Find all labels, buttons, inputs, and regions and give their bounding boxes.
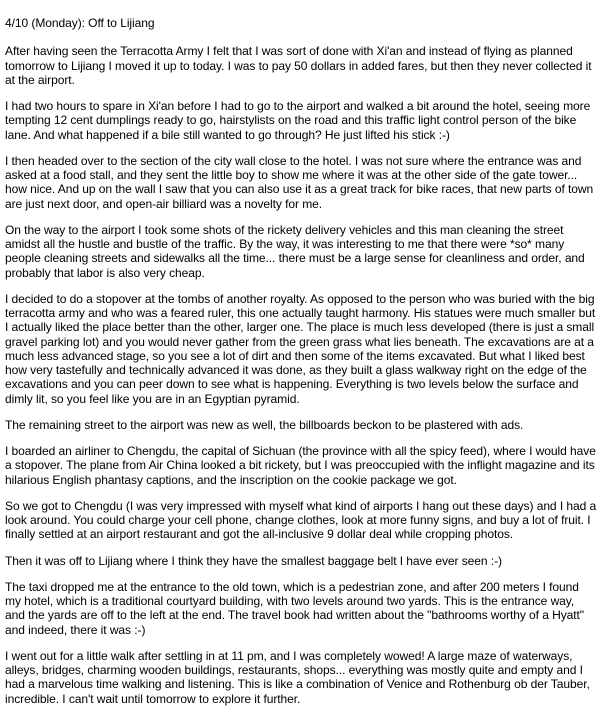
paragraph-baggage-belt: Then it was off to Lijiang where I think they have the smallest baggage belt I have ever seen :-) <box>5 553 502 568</box>
paragraph-flight-to-chengdu: I boarded an airliner to Chengdu, the capital of Sichuan (the province with all the spicy feed), where I would have a stopover. The plane from Air China looked a bit rickety, but I was preoccupied with the inflight magazine and its hilarious English phantasy captions, and the inscription on the cookie package we got. <box>5 444 596 487</box>
paragraph-night-walk: I went out for a little walk after settling in at 11 pm, and I was completely wowed! A large maze of waterways, alleys, bridges, charming wooden buildings, restaurants, shops... everything was mostly quite and empty and I had a marvelous time walking and listening. This is like a combination of Venice and Rothenburg ob der Tauber, incredible. I can't wait until tomorrow to explore it further. <box>5 648 590 706</box>
journal-entry <box>5 16 597 718</box>
paragraph-tomb-stopover: I decided to do a stopover at the tombs of another royalty. As opposed to the person who was buried with the big terracotta army and who was a feared ruler, this one actually taught harmony. His statues were much smaller but I actually liked the place better than the other, larger one. The place is much less developed (there is just a small gravel parking lot) and you would never gather from the green grass what lies beneath. The excavations are at a much less advanced stage, so you see a lot of dirt and then some of the items excavated. But what I liked best how very tastefully and technically advanced it was done, as they built a glass walkway right on the edge of the excavations and you can peer down to see what is happening. Everything is two levels below the surface and dimly lit, so you feel like you are in an Egyptian pyramid. <box>5 291 596 406</box>
paragraph-way-to-airport: On the way to the airport I took some shots of the rickety delivery vehicles and this man cleaning the street amidst all the hustle and bustle of the traffic. By the way, it was interesting to me that there were *so* many people cleaning streets and sidewalks all the time... there must be a large sense for cleanliness and order, and probably that labor is also very cheap. <box>5 222 585 280</box>
paragraph-walk-around-hotel: I had two hours to spare in Xi'an before I had to go to the airport and walked a bit around the hotel, seeing more tempting 12 cent dumplings ready to go, hairstylists on the road and this traffic light control person of the bike lane. And what happened if a bile still wanted to go through? He just lifted his stick :-) <box>5 99 591 142</box>
paragraph-change-of-plans: After having seen the Terracotta Army I felt that I was sort of done with Xi'an and instead of flying as planned tomorrow to Lijiang I moved it up to today. I was to pay 50 dollars in added fares, but then they never collected it at the airport. <box>5 44 592 87</box>
paragraph-hotel-arrival: The taxi dropped me at the entrance to the old town, which is a pedestrian zone, and after 200 meters I found my hotel, which is a traditional courtyard building, with two levels around two yards. This is the entrance way, and the yards are off to the left at the end. The travel book had written about the "bathrooms worthy of a Hyatt" and indeed, there it was :-) <box>5 579 585 637</box>
paragraph-billboards: The remaining street to the airport was new as well, the billboards beckon to be plastered with ads. <box>5 417 524 432</box>
entry-heading: 4/10 (Monday): Off to Lijiang <box>5 16 155 30</box>
paragraph-chengdu-airport: So we got to Chengdu (I was very impressed with myself what kind of airports I hang out these days) and I had a look around. You could charge your cell phone, change clothes, look at more funny signs, and buy a lot of fruit. I finally settled at an airport restaurant and got the all-inclusive 9 dollar deal while cropping photos. <box>5 498 597 542</box>
paragraph-city-wall: I then headed over to the section of the city wall close to the hotel. I was not sure where the entrance was and asked at a food stall, and they sent the little boy to show me where it was at the other side of the gate tower... how nice. And up on the wall I saw that you can also use it as a great track for bike races, that new parts of town are just next door, and open-air billiard was a novelty for me. <box>5 153 594 211</box>
